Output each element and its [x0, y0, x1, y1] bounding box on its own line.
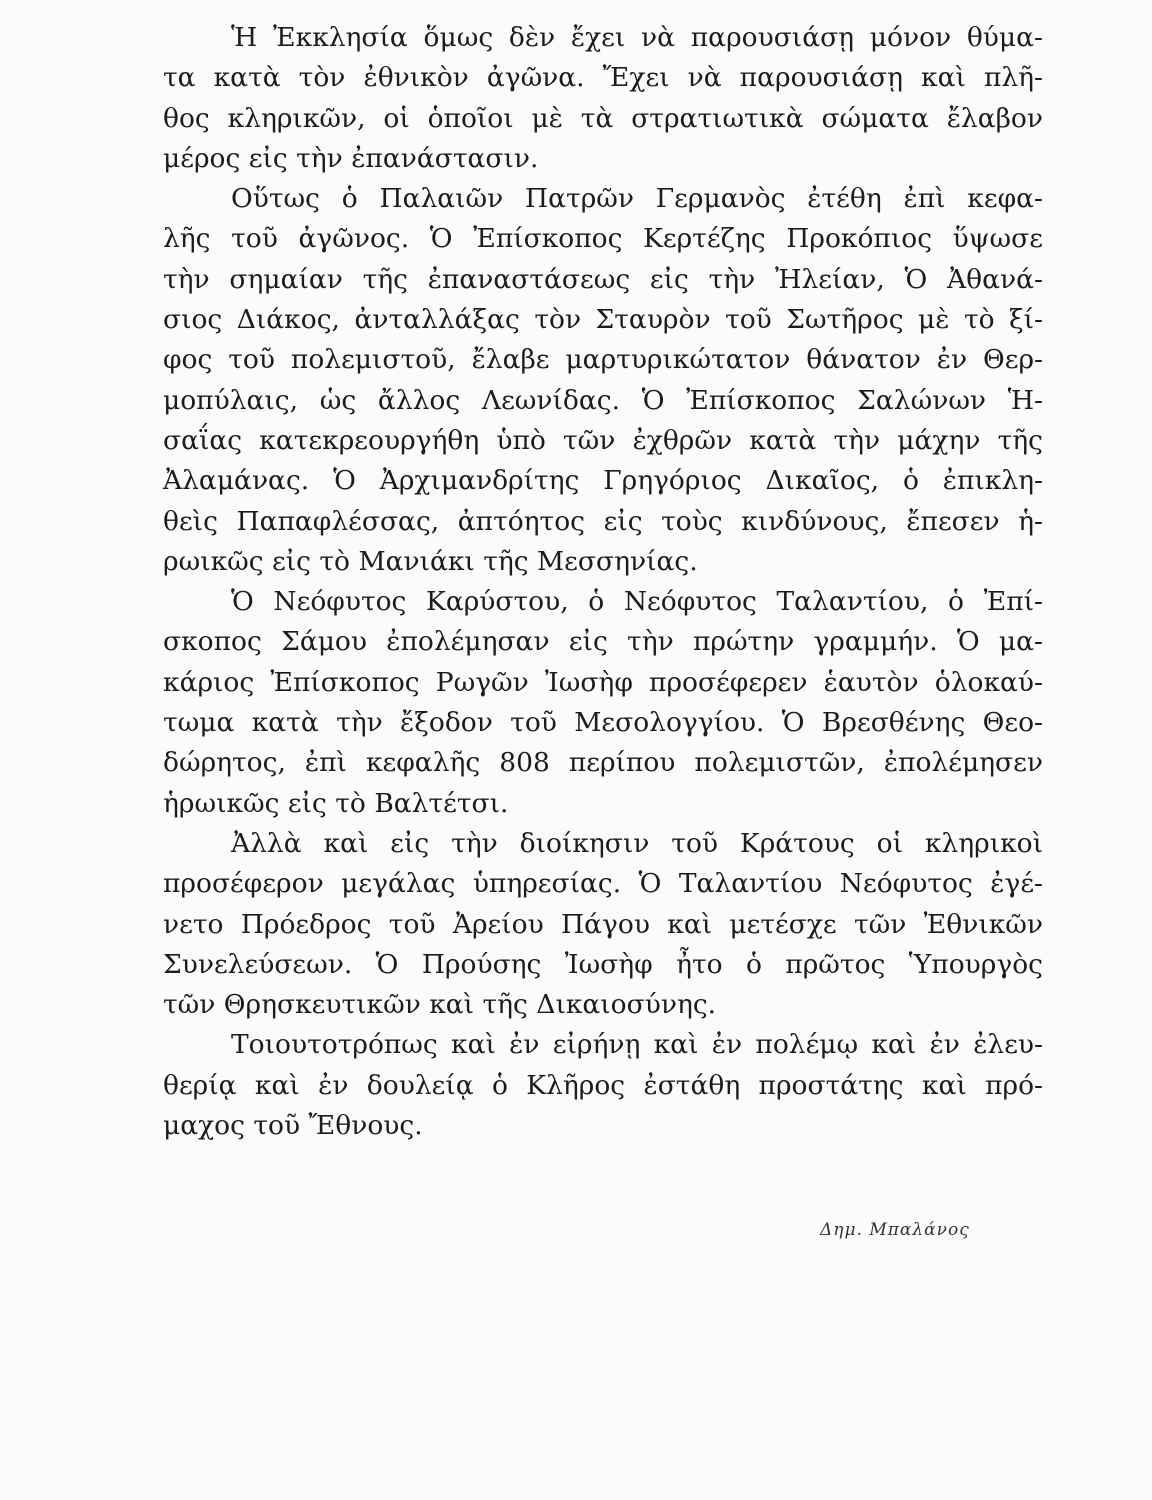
text-line: μοπύλαις, ὡς ἄλλος Λεωνίδας. Ὁ Ἐπίσκοπος Σαλώνων Ἡ- [163, 384, 1043, 416]
author-signature: Δημ. Μπαλάνος [820, 1220, 970, 1240]
text-line: θος κληρικῶν, οἱ ὁποῖοι μὲ τὰ στρατιωτικὰ σώματα ἔλαβον [163, 102, 1043, 134]
paragraph [163, 179, 1043, 582]
text-line: Τοιουτοτρόπως καὶ ἐν εἰρήνῃ καὶ ἐν πολέμῳ καὶ ἐν ἐλευ- [231, 1029, 1043, 1061]
paragraph [163, 1025, 1043, 1146]
paragraph [163, 824, 1043, 1025]
paragraph [163, 18, 1043, 179]
text-line: θερίᾳ καὶ ἐν δουλείᾳ ὁ Κλῆρος ἐστάθη προστάτης καὶ πρό- [163, 1069, 1043, 1101]
text-line: Οὕτως ὁ Παλαιῶν Πατρῶν Γερμανὸς ἐτέθη ἐπὶ κεφα- [231, 183, 1043, 215]
text-line: νετο Πρόεδρος τοῦ Ἀρείου Πάγου καὶ μετέσχε τῶν Ἐθνικῶν [163, 908, 1043, 940]
text-line: φος τοῦ πολεμιστοῦ, ἔλαβε μαρτυρικώτατον θάνατον ἐν Θερ- [163, 344, 1043, 376]
text-line: Ὁ Νεόφυτος Καρύστου, ὁ Νεόφυτος Ταλαντίου, ὁ Ἐπί- [231, 586, 1043, 618]
text-line: σιος Διάκος, ἀνταλλάξας τὸν Σταυρὸν τοῦ Σωτῆρος μὲ τὸ ξί- [163, 304, 1043, 336]
text-line: ρωικῶς εἰς τὸ Μανιάκι τῆς Μεσσηνίας. [163, 545, 698, 577]
text-line: Ἀλαμάνας. Ὁ Ἀρχιμανδρίτης Γρηγόριος Δικαῖος, ὁ ἐπικλη- [163, 465, 1043, 497]
text-line: κάριος Ἐπίσκοπος Ρωγῶν Ἰωσὴφ προσέφερεν ἑαυτὸν ὁλοκαύ- [163, 666, 1043, 698]
text-line: ἡρωικῶς εἰς τὸ Βαλτέτσι. [163, 787, 509, 819]
text-line: Ἡ Ἐκκλησία ὅμως δὲν ἔχει νὰ παρουσιάσῃ μόνον θύμα- [231, 22, 1043, 53]
body-text [163, 18, 1043, 1146]
text-line: θεὶς Παπαφλέσσας, ἀπτόητος εἰς τοὺς κινδύνους, ἔπεσεν ἡ- [163, 505, 1043, 537]
text-line: τῶν Θρησκευτικῶν καὶ τῆς Δικαιοσύνης. [163, 989, 717, 1021]
text-line: προσέφερον μεγάλας ὑπηρεσίας. Ὁ Ταλαντίου Νεόφυτος ἐγέ- [163, 868, 1043, 900]
text-line: λῆς τοῦ ἀγῶνος. Ὁ Ἐπίσκοπος Κερτέζης Προκόπιος ὕψωσε [163, 223, 1043, 255]
text-line: σαΐας κατεκρεουργήθη ὑπὸ τῶν ἐχθρῶν κατὰ τὴν μάχην τῆς [163, 424, 1043, 456]
text-line: τα κατὰ τὸν ἐθνικὸν ἀγῶνα. Ἔχει νὰ παρουσιάσῃ καὶ πλῆ- [163, 62, 1043, 94]
text-line: τὴν σημαίαν τῆς ἐπαναστάσεως εἰς τὴν Ἠλείαν, Ὁ Ἀθανά- [163, 263, 1043, 295]
text-line: τωμα κατὰ τὴν ἔξοδον τοῦ Μεσολογγίου. Ὁ Βρεσθένης Θεο- [163, 707, 1043, 739]
text-line: Συνελεύσεων. Ὁ Προύσης Ἰωσὴφ ἦτο ὁ πρῶτος Ὑπουργὸς [163, 948, 1043, 980]
paragraph [163, 582, 1043, 824]
text-line: μαχος τοῦ Ἔθνους. [163, 1110, 423, 1142]
text-line: μέρος εἰς τὴν ἐπανάστασιν. [163, 142, 539, 174]
text-line: δώρητος, ἐπὶ κεφαλῆς 808 περίπου πολεμιστῶν, ἐπολέμησεν [163, 747, 1043, 779]
text-line: Ἀλλὰ καὶ εἰς τὴν διοίκησιν τοῦ Κράτους οἱ κληρικοὶ [231, 827, 1043, 859]
text-line: σκοπος Σάμου ἐπολέμησαν εἰς τὴν πρώτην γραμμήν. Ὁ μα- [163, 626, 1043, 658]
